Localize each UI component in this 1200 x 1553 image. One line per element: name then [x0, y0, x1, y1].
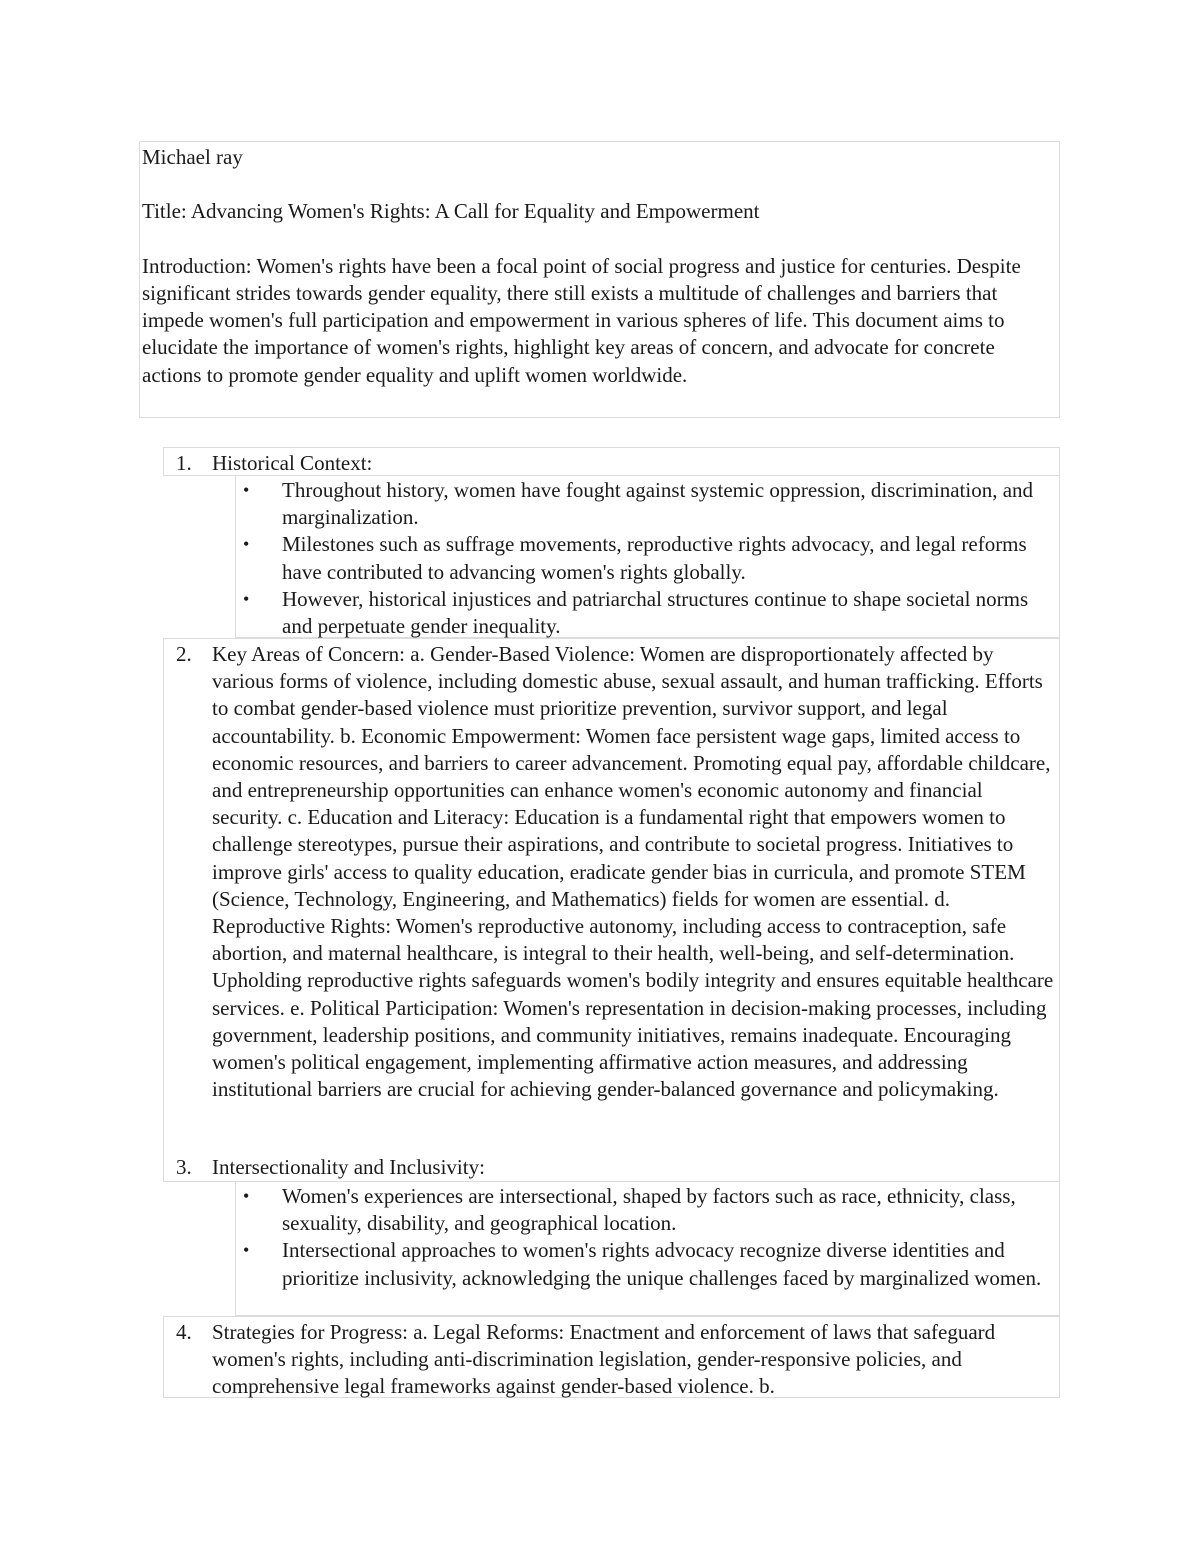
list-item-historical-context: [163, 447, 1060, 476]
list-number: 1.: [176, 451, 192, 475]
bullet-item: [236, 477, 1055, 531]
intro-block: [139, 141, 1060, 418]
bullet-list-historical: [235, 475, 1060, 638]
bullet-item: [236, 1237, 1055, 1291]
list-number: 3.: [176, 1155, 192, 1179]
list-item-text: Historical Context:: [212, 451, 373, 475]
bullet-list-intersectionality: [235, 1181, 1060, 1316]
bullet-item: [236, 586, 1055, 640]
list-number: 4.: [176, 1320, 192, 1344]
bullet-icon: •: [243, 1240, 250, 1261]
author-name: Michael ray: [142, 145, 243, 169]
bullet-item: [236, 1183, 1055, 1237]
bullet-text: Throughout history, women have fought against systemic oppression, discrimination, and marginalization.: [282, 478, 1034, 530]
bullet-icon: •: [243, 534, 250, 555]
bullet-text: Women's experiences are intersectional, shaped by factors such as race, ethnicity, class, sexuality, disability, and geographical location.: [282, 1184, 1016, 1236]
list-number: 2.: [176, 642, 192, 666]
list-item-text: Intersectionality and Inclusivity:: [212, 1155, 485, 1179]
document-title: Title: Advancing Women's Rights: A Call for Equality and Empowerment: [142, 199, 760, 224]
list-item-key-areas: [163, 638, 1060, 1155]
bullet-icon: •: [243, 480, 250, 500]
list-item-strategies: [163, 1316, 1060, 1398]
bullet-item: [236, 531, 1055, 585]
bullet-icon: •: [243, 588, 250, 609]
introduction-paragraph: Introduction: Women's rights have been a focal point of social progress and justice for centuries. Despite significant strides towards gender equality, there still exists a multitude of challenges and barriers that impede women's full participation and empowerment in various spheres of life. This document aims to elucidate the importance of women's rights, highlight key areas of concern, and advocate for concrete actions to promote gender equality and uplift women worldwide.: [142, 253, 1021, 387]
bullet-text: However, historical injustices and patriarchal structures continue to shape societal norms and perpetuate gender inequality.: [282, 586, 1029, 639]
list-item-intersectionality: [163, 1155, 1060, 1182]
list-item-text: Key Areas of Concern: a. Gender-Based Violence: Women are disproportionately affected by various forms of violence, including domestic abuse, sexual assault, and human trafficking. Efforts to combat gender-based violence must prioritize prevention, survivor support, and legal accountability. b. Economic Empowerment: Women face persistent wage gaps, limited access to economic resources, and barriers to career advancement. Promoting equal pay, affordable childcare, and entrepreneurship opportunities can enhance women's economic autonomy and financial security. c. Education and Literacy: Education is a fundamental right that empowers women to challenge stereotypes, pursue their aspirations, and contribute to societal progress. Initiatives to improve girls' access to quality education, eradicate gender bias in curricula, and promote STEM (Science, Technology, Engineering, and Mathematics) fields for women are essential. d. Reproductive Rights: Women's reproductive autonomy, including access to contraception, safe abortion, and maternal healthcare, is integral to their health, well-being, and self-determination. Upholding reproductive rights safeguards women's bodily integrity and ensures equitable healthcare services. e. Political Participation: Women's representation in decision-making processes, including government, leadership positions, and community initiatives, remains inadequate. Encouraging women's political engagement, implementing affirmative action measures, and addressing institutional barriers are crucial for achieving gender-balanced governance and policymaking.: [212, 642, 1054, 1102]
bullet-icon: •: [243, 1186, 250, 1206]
bullet-text: Intersectional approaches to women's rights advocacy recognize diverse identities and prioritize inclusivity, acknowledging the unique challenges faced by marginalized women.: [282, 1238, 1042, 1290]
bullet-text: Milestones such as suffrage movements, reproductive rights advocacy, and legal reforms have contributed to advancing women's rights globally.: [282, 532, 1027, 584]
list-item-text: Strategies for Progress: a. Legal Reforms: Enactment and enforcement of laws that safeguard women's rights, including anti-discrimination legislation, gender-responsive policies, and comprehensive legal frameworks against gender-based violence. b.: [212, 1320, 996, 1399]
